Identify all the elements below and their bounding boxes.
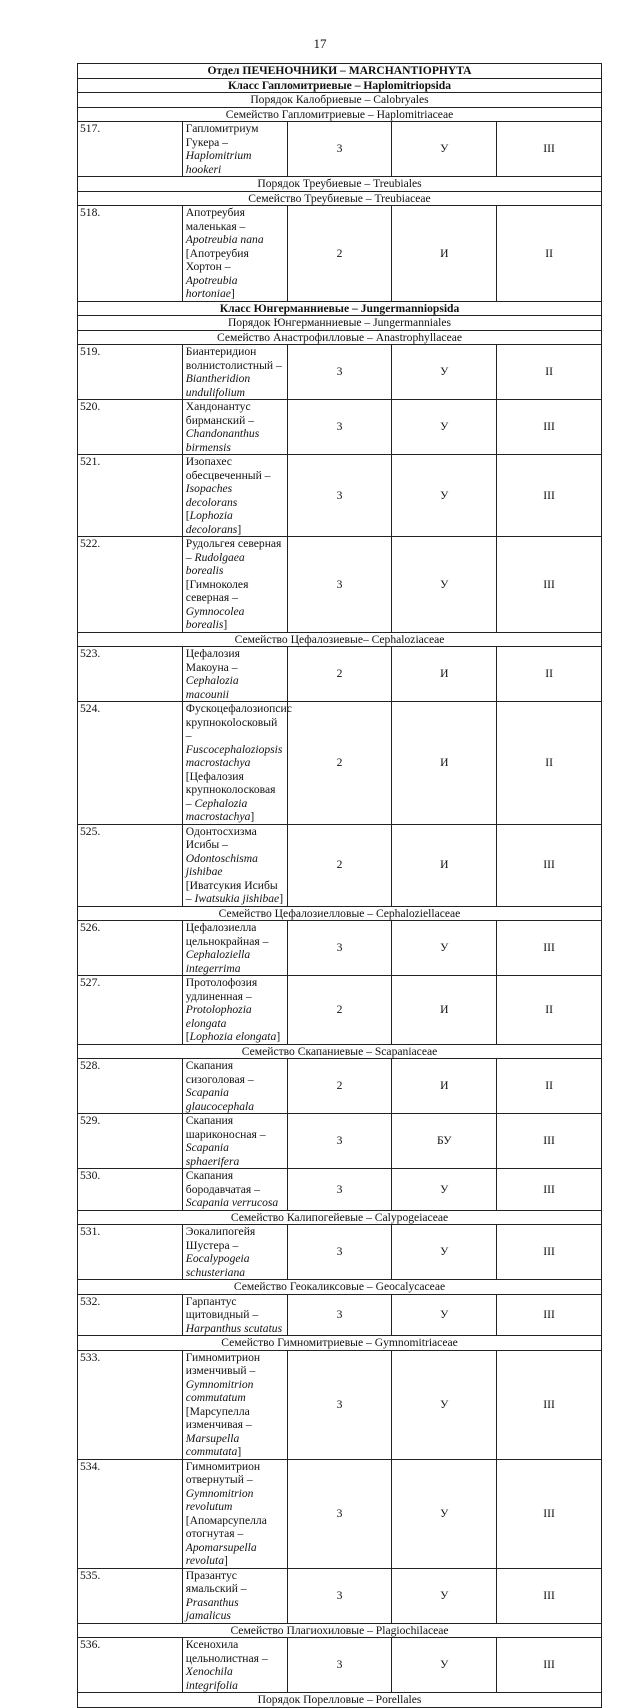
name-text: Апотреубия маленькая – [185,206,246,233]
taxon-group-row [78,1210,602,1225]
category-value: 3 [287,400,392,455]
taxon-group-row [78,191,602,206]
taxon-group-row [78,107,602,122]
taxon-group-row [78,1623,602,1638]
species-row [78,1638,602,1693]
name-text: ] [276,1030,281,1043]
species-row [78,122,602,177]
name-text: Эокалипогейя Шустера – [185,1225,256,1252]
species-name [182,1225,287,1280]
priority-value: III [497,537,602,633]
priority-value: III [497,1169,602,1211]
taxon-group-row [78,1693,602,1708]
taxon-group-title: Семейство Треубиевые – Treubiaceae [78,191,602,206]
category-value: 3 [287,1294,392,1336]
species-number: 524. [78,702,183,825]
taxon-group-row [78,1280,602,1295]
species-name [182,1059,287,1114]
priority-value: III [497,1114,602,1169]
species-row [78,1169,602,1211]
name-text: [ [185,509,190,522]
species-row [78,400,602,455]
name-text: крупноколосковая – [185,783,276,810]
priority-value: III [497,824,602,906]
name-text: Цефалозия Макоуна – [185,647,240,674]
taxon-group-title: Порядок Треубиевые – Treubiales [78,177,602,192]
taxon-group-title: Семейство Плагиохиловые – Plagiochilaceae [78,1623,602,1638]
status-value: И [392,976,497,1045]
taxon-group-row [78,632,602,647]
species-row [78,455,602,537]
taxon-group-row [78,1044,602,1059]
species-number: 533. [78,1350,183,1459]
class-header-row [78,78,602,93]
name-text: Рудольгея северная – [185,537,282,564]
latin-name: Cephaloziella integerrima [185,948,251,975]
taxon-group-title: Семейство Цефалозиелловые – Cephaloziellaceae [78,906,602,921]
species-name [182,1350,287,1459]
name-text: [Цефалозия [185,769,244,783]
latin-name: Haplomitrium hookeri [185,149,252,176]
latin-name: Cephalozia macrostachya [185,796,251,823]
category-value: 3 [287,921,392,976]
species-row [78,345,602,400]
name-text: Протолофозия удлиненная – [185,976,258,1003]
table-body [78,64,602,1708]
priority-value: III [497,400,602,455]
species-name [182,824,287,906]
category-value: 2 [287,1059,392,1114]
status-value: У [392,1568,497,1623]
division-header-row [78,64,602,79]
status-value: И [392,647,497,702]
species-number: 526. [78,921,183,976]
latin-name: commutatum [185,1391,246,1404]
species-number: 534. [78,1459,183,1568]
name-text: ] [237,522,242,536]
species-number: 535. [78,1568,183,1623]
status-value: И [392,824,497,906]
species-row [78,702,602,825]
latin-name: Cephalozia macounii [185,674,239,701]
taxon-group-title: Семейство Цефалозиевые– Cephaloziaceae [78,632,602,647]
category-value: 3 [287,1114,392,1169]
latin-name: Fuscocephaloziopsis macrostachya [185,742,283,769]
status-value: У [392,921,497,976]
latin-name: Rudolgaea borealis [185,550,245,577]
red-book-species-table [77,63,602,1708]
latin-name: Marsupella [185,1431,240,1445]
taxon-group-row [78,1336,602,1351]
latin-name: Scapania verrucosa [185,1196,279,1209]
name-text: Скапания сизоголовая – [185,1059,254,1086]
species-name [182,400,287,455]
species-number: 519. [78,345,183,400]
category-value: 3 [287,345,392,400]
name-text: [Апомарсупелла отогнутая – [185,1513,267,1540]
name-text: [Марсупелла изменчивая – [185,1404,252,1431]
species-row [78,1059,602,1114]
category-value: 3 [287,1350,392,1459]
latin-name: Iwatsukia jishibae [194,892,280,905]
species-name [182,122,287,177]
species-name [182,647,287,702]
latin-name: Xenochila integrifolia [185,1665,238,1692]
species-name [182,976,287,1045]
species-row [78,1294,602,1336]
status-value: У [392,455,497,537]
status-value: У [392,1225,497,1280]
taxon-group-row [78,316,602,331]
page-number: 17 [313,36,327,51]
category-value: 2 [287,976,392,1045]
species-name [182,455,287,537]
class-title: Класс Гапломитриевые – Haplomitriopsida [78,78,602,93]
species-number: 529. [78,1114,183,1169]
name-text: Фускоцефалозиопсис крупнокolосковый – [185,702,292,742]
status-value: И [392,206,497,302]
name-text: Биантеридион волнистолистный – [185,345,282,372]
name-text: Празантус ямальский – [185,1568,247,1595]
species-name [182,1459,287,1568]
species-row [78,921,602,976]
species-name [182,537,287,633]
name-text: Скапания шариконосная – [185,1114,266,1141]
priority-value: II [497,976,602,1045]
latin-name: Lophozia decolorans [185,509,238,536]
priority-value: II [497,345,602,400]
category-value: 3 [287,1568,392,1623]
species-number: 517. [78,122,183,177]
latin-name: Gymnocolea borealis [185,604,245,631]
species-row [78,1568,602,1623]
species-row [78,1114,602,1169]
species-row [78,206,602,302]
taxon-group-title: Семейство Гимномитриевые – Gymnomitriaceae [78,1336,602,1351]
latin-name: commutata [185,1445,238,1458]
priority-value: III [497,1225,602,1280]
status-value: У [392,537,497,633]
latin-name: revolutum [185,1500,233,1513]
taxon-group-title: Семейство Геокаликсовые – Geocalycaceae [78,1280,602,1295]
taxon-group-title: Семейство Калипогейевые – Calypogeiaceae [78,1210,602,1225]
latin-name: Harpanthus scutatus [185,1321,283,1335]
species-number: 530. [78,1169,183,1211]
latin-name: Scapania sphaerifera [185,1141,240,1168]
species-name [182,702,292,825]
name-text: ] [237,1445,242,1458]
name-text: Гапломитриум Гукера – [185,122,259,149]
latin-name: Odontoschisma jishibae [185,851,258,878]
name-text: [Апотреубия Хортон – [185,246,249,273]
latin-name: Gymnomitrion [185,1486,254,1500]
species-row [78,647,602,702]
name-text: ] [250,810,255,823]
species-name [182,1568,287,1623]
latin-name: Eocalypogeia schusteriana [185,1252,250,1279]
name-text: Гимномитрион отвернутый – [185,1459,261,1486]
taxon-group-title: Семейство Анастрофилловые – Anastrophyllaceae [78,330,602,345]
taxon-group-row [78,330,602,345]
name-text: ] [224,1554,228,1567]
species-row [78,1459,602,1568]
name-text: Одонтосхизма Исибы – [185,824,257,851]
priority-value: III [497,1568,602,1623]
latin-name: Apomarsupella revoluta [185,1540,257,1567]
taxon-group-title: Порядок Порелловые – Porellales [78,1693,602,1708]
taxon-group-row [78,177,602,192]
status-value: У [392,1459,497,1568]
species-row [78,1225,602,1280]
priority-value: II [497,702,602,825]
latin-name: Apotreubia nana [185,233,264,246]
status-value: У [392,1350,497,1459]
priority-value: III [497,1350,602,1459]
status-value: И [392,1059,497,1114]
species-row [78,976,602,1045]
category-value: 3 [287,1459,392,1568]
status-value: БУ [392,1114,497,1169]
priority-value: II [497,206,602,302]
species-number: 528. [78,1059,183,1114]
priority-value: III [497,1459,602,1568]
latin-name: Isopaches decolorans [185,482,238,509]
taxon-group-title: Семейство Скапаниевые – Scapaniaceae [78,1044,602,1059]
latin-name: Biantheridion undulifolium [185,372,251,399]
species-number: 522. [78,537,183,633]
latin-name: Scapania glaucocephala [185,1086,255,1113]
status-value: У [392,122,497,177]
species-number: 531. [78,1225,183,1280]
category-value: 2 [287,824,392,906]
species-name [182,206,287,302]
species-row [78,824,602,906]
species-name [182,1169,287,1211]
category-value: 3 [287,1169,392,1211]
name-text: Гимномитрион изменчивый – [185,1350,261,1377]
priority-value: III [497,921,602,976]
status-value: У [392,1169,497,1211]
name-text: Скапания бородавчатая – [185,1169,260,1196]
category-value: 3 [287,1225,392,1280]
species-row [78,537,602,633]
name-text: Цефалозиелла цельнокрайная – [185,921,269,948]
class-header-row [78,301,602,316]
taxon-group-title: Порядок Калобриевые – Calobryales [78,93,602,108]
class-title: Класс Юнгерманниевые – Jungermanniopsida [78,301,602,316]
name-text: ] [230,287,235,300]
category-value: 3 [287,122,392,177]
name-text: [Иватсукия Исибы – [185,878,278,905]
priority-value: III [497,1294,602,1336]
category-value: 3 [287,1638,392,1693]
species-number: 518. [78,206,183,302]
latin-name: Chandonanthus birmensis [185,427,260,454]
name-text: [ [185,1030,190,1043]
priority-value: II [497,647,602,702]
priority-value: III [497,122,602,177]
division-title: Отдел ПЕЧЕНОЧНИКИ – MARCHANTIOPHYTA [78,64,602,79]
species-number: 521. [78,455,183,537]
species-number: 525. [78,824,183,906]
species-name [182,1114,287,1169]
status-value: У [392,345,497,400]
species-name [182,1638,287,1693]
latin-name: Protolophozia elongata [185,1003,252,1030]
latin-name: Apotreubia hortoniae [185,273,238,300]
species-name [182,1294,287,1336]
status-value: У [392,1638,497,1693]
latin-name: Gymnomitrion [185,1377,254,1391]
status-value: И [392,702,497,825]
name-text: Хандонантус бирманский – [185,400,255,427]
species-number: 520. [78,400,183,455]
taxon-group-row [78,906,602,921]
priority-value: II [497,1059,602,1114]
species-row [78,1350,602,1459]
species-number: 536. [78,1638,183,1693]
name-text: Гарпантус щитовидный – [185,1294,259,1321]
taxon-group-title: Семейство Гапломитриевые – Haplomitriaceae [78,107,602,122]
category-value: 2 [287,702,392,825]
status-value: У [392,1294,497,1336]
latin-name: Prasanthus jamalicus [185,1595,239,1622]
category-value: 3 [287,537,392,633]
category-value: 2 [287,647,392,702]
taxon-group-row [78,93,602,108]
name-text: [Гимноколея северная – [185,577,249,604]
species-number: 532. [78,1294,183,1336]
taxon-group-title: Порядок Юнгерманниевые – Jungermanniales [78,316,602,331]
priority-value: III [497,455,602,537]
priority-value: III [497,1638,602,1693]
species-name [182,345,287,400]
latin-name: Lophozia elongata [189,1030,277,1043]
name-text: Изопахес обесцвеченный – [185,455,271,482]
name-text: Ксенохила цельнолистная – [185,1638,268,1665]
name-text: ] [223,618,228,631]
category-value: 2 [287,206,392,302]
category-value: 3 [287,455,392,537]
species-number: 523. [78,647,183,702]
name-text: ] [279,892,284,905]
species-number: 527. [78,976,183,1045]
species-name [182,921,287,976]
status-value: У [392,400,497,455]
